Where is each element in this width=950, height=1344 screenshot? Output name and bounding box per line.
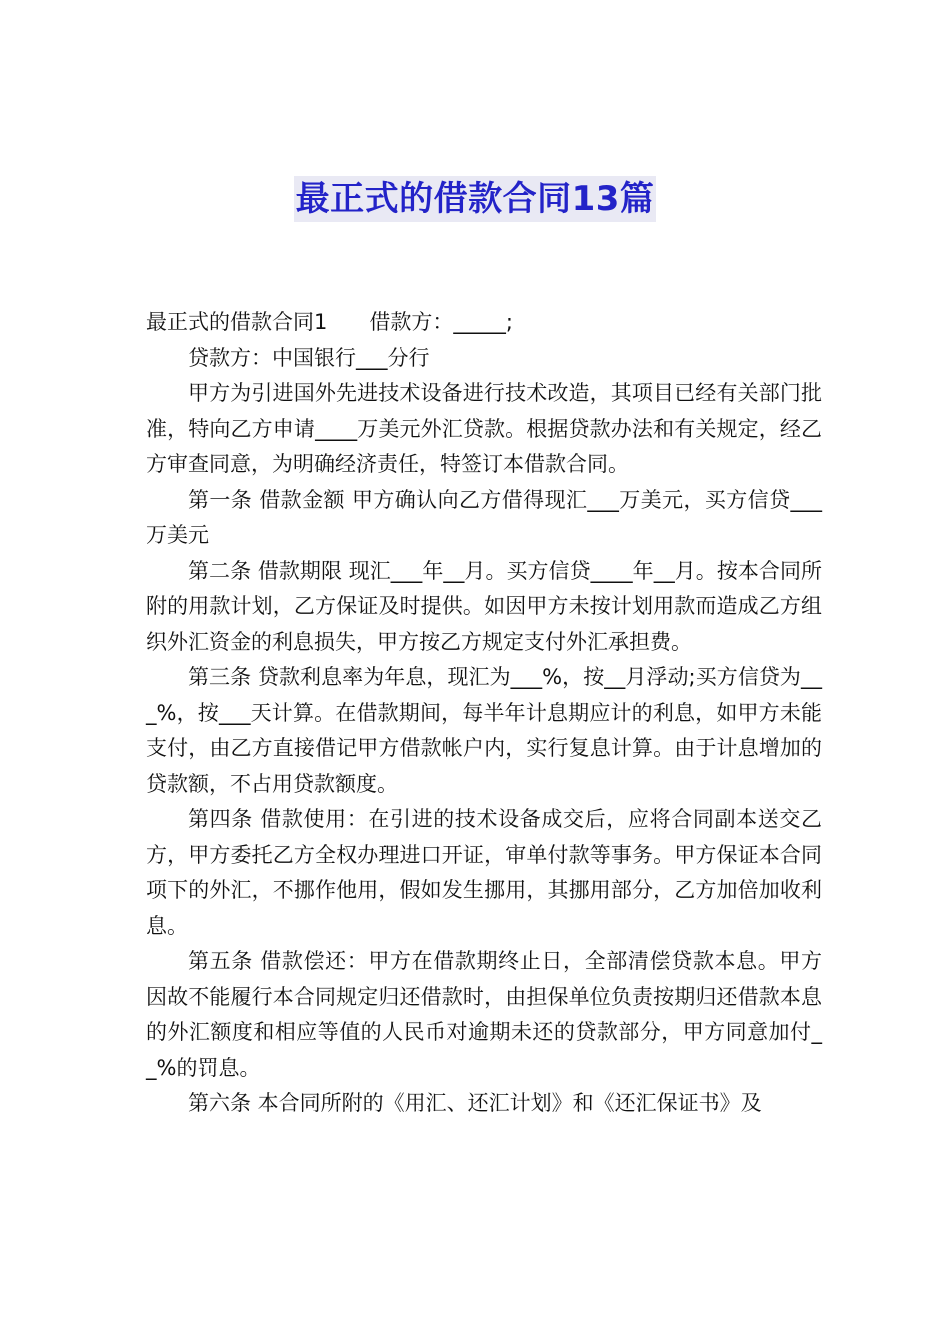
paragraph-preamble: 甲方为引进国外先进技术设备进行技术改造，其项目已经有关部门批准，特向乙方申请____万美元外汇贷款。根据贷款办法和有关规定，经乙方审查同意，为明确经济责任，特签订本借款合同。 bbox=[146, 381, 822, 476]
document-title: 最正式的借款合同13篇 bbox=[294, 176, 657, 222]
borrower-line: 借款方：_____; bbox=[369, 310, 513, 334]
paragraph-lender: 贷款方：中国银行___分行 bbox=[188, 345, 430, 370]
title-wrap bbox=[0, 176, 950, 222]
paragraph-article-4: 第四条 借款使用：在引进的技术设备成交后，应将合同副本送交乙方，甲方委托乙方全权办理进口开证，审单付款等事务。甲方保证本合同项下的外汇，不挪作他用，假如发生挪用，其挪用部分，乙方加倍加收利息。 bbox=[146, 807, 822, 938]
section-heading: 最正式的借款合同1 bbox=[146, 310, 328, 334]
heading-line bbox=[146, 305, 822, 341]
paragraph-article-3: 第三条 贷款利息率为年息，现汇为___%，按__月浮动;买方信贷为___%，按___天计算。在借款期间，每半年计息期应计的利息，如甲方未能支付，由乙方直接借记甲方借款帐户内，实行复息计算。由于计息增加的贷款额，不占用贷款额度。 bbox=[146, 665, 822, 796]
paragraph-article-2: 第二条 借款期限 现汇___年__月。买方信贷____年__月。按本合同所附的用款计划，乙方保证及时提供。如因甲方未按计划用款而造成乙方组织外汇资金的利息损失，甲方按乙方规定支付外汇承担费。 bbox=[146, 558, 822, 654]
paragraph-article-6: 第六条 本合同所附的《用汇、还汇计划》和《还汇保证书》及 bbox=[188, 1091, 762, 1115]
document-body bbox=[146, 305, 822, 1122]
paragraph-article-1: 第一条 借款金额 甲方确认向乙方借得现汇___万美元，买方信贷___万美元 bbox=[146, 487, 822, 547]
paragraph-article-5: 第五条 借款偿还：甲方在借款期终止日，全部清偿贷款本息。甲方因故不能履行本合同规定归还借款时，由担保单位负责按期归还借款本息的外汇额度和相应等值的人民币对逾期未还的贷款部分，甲方同意加付__%的罚息。 bbox=[146, 949, 822, 1080]
